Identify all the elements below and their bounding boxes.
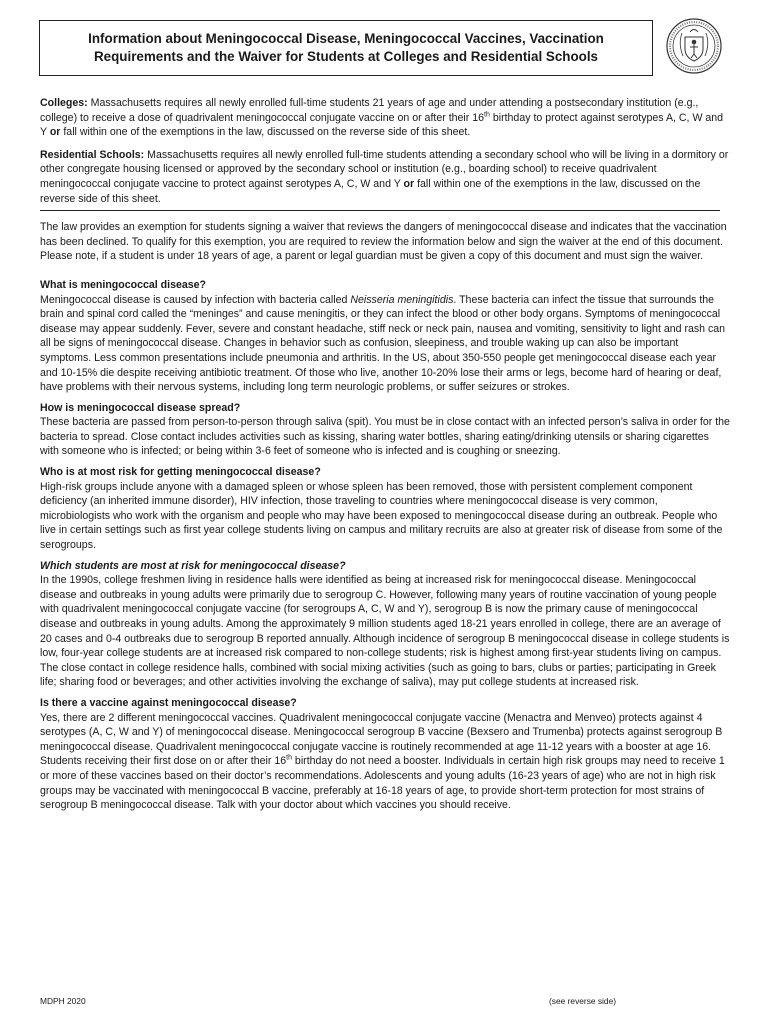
section-heading: Who is at most risk for getting meningococcal disease?	[40, 466, 321, 479]
state-seal-icon	[664, 16, 724, 76]
footer-left: MDPH 2020	[40, 996, 86, 1006]
section-vaccine: Is there a vaccine against meningococcal disease? Yes, there are 2 different meningococcal vaccines. Quadrivalent meningococcal conjugate vaccine (Menactra and Menveo) protects against 4 serotypes (A, C, W and Y) of meningococcal disease. Meningococcal serogroup B vaccine (Bexsero and Trumenba) protects against serogroup B meningococcal disease. Quadrivalent meningococcal conjugate vaccine is routinely recommended at age 11-12 years with a booster at age 16. Students receiving their first dose on or after their 16th birthday do not need a booster. Individuals in certain high risk groups may need to receive 1 or more of these vaccines based on their doctor’s recommendations. Adolescents and young adults (16-23 years of age) who are not in high risk groups may be vaccinated with meningococcal B vaccine, preferably at 16-18 years of age, to provide short-term protection for most strains of serogroup B meningococcal disease. Talk with your doctor about which vaccines you should receive.	[40, 696, 730, 813]
footer-right: (see reverse side)	[549, 996, 617, 1006]
section-what: What is meningococcal disease? Meningococcal disease is caused by infection with bacteria called Neisseria meningitidis. These bacteria can infect the tissue that surrounds the brain and spinal cord called the “meninges” and cause meningitis, or they can infect the blood or other body organs. Symptoms of meningococcal disease may appear suddenly. Fever, severe and constant headache, stiff neck or neck pain, nausea and vomiting, sensitivity to light and rash can all be signs of meningococcal disease. Changes in behavior such as confusion, sleepiness, and trouble waking up can also be important symptoms. Less common presentations include pneumonia and arthritis. In the US, about 350-550 people get meningococcal disease each year and 10-15% die despite receiving antibiotic treatment. Of those who live, another 10-20% lose their arms or legs, become hard of hearing or deaf, have problems with their nervous systems, including long term neurologic problems, or suffer seizures or strokes.	[40, 278, 730, 395]
document-body	[40, 96, 730, 819]
section-heading: Is there a vaccine against meningococcal disease?	[40, 696, 297, 709]
divider	[40, 210, 720, 211]
page-title	[88, 30, 604, 66]
residential-schools-paragraph: Residential Schools: Massachusetts requires all newly enrolled full-time students attending a secondary school who will be living in a dormitory or other congregate housing licensed or approved by the secondary school or institution (e.g., boarding school) to receive quadrivalent meningococcal conjugate vaccine to protect against serotypes A, C, W and Y or fall within one of the exemptions in the law, discussed on the reverse side of this sheet.	[40, 148, 729, 205]
section-heading: What is meningococcal disease?	[40, 278, 207, 291]
title-box	[39, 20, 653, 76]
title-line-1: Information about Meningococcal Disease, Meningococcal Vaccines, Vaccination	[88, 31, 604, 46]
exemption-paragraph: The law provides an exemption for students signing a waiver that reviews the dangers of meningococcal disease and indicates that the vaccination has been declined. To qualify for this exemption, you are required to review the information below and sign the waiver at the end of this document. Please note, if a student is under 18 years of age, a parent or legal guardian must be given a copy of this document and must sign the waiver.	[40, 221, 727, 263]
title-line-2: Requirements and the Waiver for Students at Colleges and Residential Schools	[94, 49, 598, 64]
section-risk: Who is at most risk for getting meningococcal disease? High-risk groups include anyone with a damaged spleen or whose spleen has been removed, those with persistent complement component deficiency (an inherited immune disorder), HIV infection, those traveling to countries where meningococcal disease is very common, microbiologists who work with the organism and people who may have been exposed to meningococcal disease during an outbreak. People who live in certain settings such as first year college students living on campus and military recruits are also at greater risk of disease from some of the serogroups.	[40, 465, 730, 553]
section-heading: How is meningococcal disease spread?	[40, 401, 241, 414]
section-students: Which students are most at risk for meningococcal disease? In the 1990s, college freshmen living in residence halls were identified as being at increased risk for meningococcal disease. Meningococcal disease and outbreaks in young adults were primarily due to serogroup C. However, following many years of routine vaccination of young people with quadrivalent meningococcal conjugate vaccine (for serogroups A, C, W and Y), serogroup B is now the primary cause of meningococcal disease and outbreaks in young adults. Among the approximately 9 million students aged 18-21 years enrolled in college, there are an average of 20 cases and 0-4 outbreaks due to serogroup B reported annually. Although incidence of serogroup B meningococcal disease in college students is low, four-year college students are at increased risk compared to non-college students; risk is highest among first-year students living on campus. The close contact in college residence halls, combined with social mixing activities (such as going to bars, clubs or parties; participating in Greek life; sharing food or beverages; and other activities involving the exchange of saliva), may put college students at increased risk.	[40, 559, 730, 689]
residential-schools-label: Residential Schools:	[40, 148, 145, 161]
colleges-paragraph: Colleges: Massachusetts requires all newly enrolled full-time students 21 years of age and under attending a postsecondary institution (e.g., college) to receive a dose of quadrivalent meningococcal conjugate vaccine on or after their 16th birthday to protect against serotypes A, C, W and Y or fall within one of the exemptions in the law, discussed on the reverse side of this sheet.	[40, 97, 724, 139]
section-heading: Which students are most at risk for meningococcal disease?	[40, 559, 346, 572]
colleges-label: Colleges:	[40, 97, 88, 109]
section-spread: How is meningococcal disease spread? These bacteria are passed from person-to-person through saliva (spit). You must be in close contact with an infected person’s saliva in order for the bacteria to spread. Close contact includes activities such as kissing, sharing water bottles, sharing eating/drinking utensils or sharing cigarettes with someone who is infected; or being within 3-6 feet of someone who is infected and is coughing or sneezing.	[40, 401, 730, 458]
